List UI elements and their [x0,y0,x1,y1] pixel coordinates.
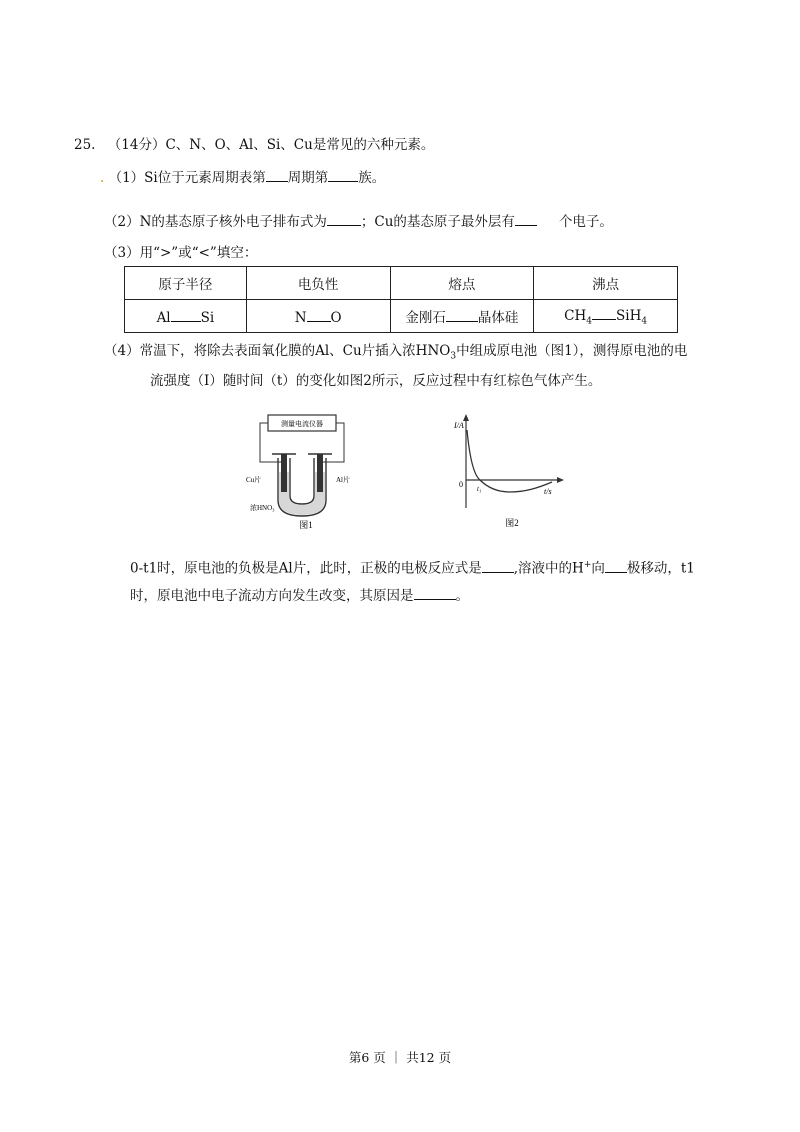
blank-ion-direction[interactable] [605,558,627,573]
table-cell-boiling [534,300,678,333]
y-axis-arrow [463,414,469,421]
part-4-text-a: （4）常温下，将除去表面氧化膜的Al、Cu片插入浓HNO [104,343,451,359]
table-cell-melting [390,300,534,333]
part-1-text-b: 周期第 [287,170,329,186]
blank-reason[interactable] [414,585,456,600]
cell-left: Al [156,309,171,326]
table-row [125,300,678,333]
cell-left: N [294,309,307,326]
cell-left: 金刚石 [405,310,446,326]
page-footer: 第6 页 ｜ 共12 页 [348,1050,452,1065]
part-4-text-b: 中组成原电池（图1），测得原电池的电 [456,343,688,359]
part-5-sup: + [583,560,592,570]
blank-n-config[interactable] [327,211,361,226]
figure-1-apparatus [246,410,366,534]
part-5-line-1 [130,555,695,579]
origin-label: 0 [459,480,463,489]
blank-period[interactable] [266,167,288,182]
blank-boiling[interactable] [592,305,616,320]
figure-2-caption: 图2 [505,518,519,528]
cell-right-sub: 4 [641,316,648,327]
figure-1-caption: 图1 [299,520,313,530]
current-curve [467,430,552,492]
cell-right: SiH [616,308,642,325]
x-axis-arrow [557,477,564,483]
cell-left: CH [564,308,587,325]
cell-right: O [330,309,342,326]
part-2-text-b: ；Cu的基态原子最外层有 [360,214,515,230]
comparison-table [124,266,678,333]
question-number: 25. [74,137,96,153]
part-5-text-c: 向 [591,560,605,577]
question-header-text: （14分）C、N、O、Al、Si、Cu是常见的六种元素。 [107,137,435,153]
part-5-text-d: 极移动，t1 [626,560,695,577]
u-tube-inner [290,458,314,504]
cell-left-sub: 4 [586,316,592,327]
cell-right: Si [200,309,215,326]
part-1 [100,167,385,188]
stray-marker: . [100,170,105,186]
part-1-text-a: （1）Si位于元素周期表第 [108,170,266,186]
part-5-text-a: 0-t1时，原电池的负极是Al片，此时，正极的电极反应式是 [130,560,482,577]
acid-label: 浓HNO₃ [250,504,275,512]
table-header-cell: 原子半径 [125,267,247,300]
part-2 [104,211,613,232]
part-5-text-f: 。 [455,588,469,604]
part-4-sub: 3 [450,351,457,362]
meter-label: 测量电流仪器 [281,421,323,428]
blank-melting[interactable] [446,307,478,322]
part-4-line-1 [104,341,687,367]
part-2-text-a: （2）N的基态原子核外电子排布式为 [104,214,327,230]
blank-electronegativity[interactable] [307,307,331,322]
al-electrode [317,454,323,492]
part-4-line-2 [150,371,601,391]
part-3 [104,243,257,263]
part-2-text-c: 个电子。 [558,214,613,230]
blank-group[interactable] [328,167,358,182]
table-header-row [125,267,678,300]
table-header-cell: 电负性 [246,267,390,300]
part-3-text: （3）用“>”或“<”填空： [104,245,258,261]
cu-label: Cu片 [246,476,262,484]
table-cell-electronegativity [246,300,390,333]
blank-radius[interactable] [171,307,201,322]
part-5-text-e: 时，原电池中电子流动方向发生改变，其原因是 [130,588,414,604]
part-4-text-c: 流强度（I）随时间（t）的变化如图2所示，反应过程中有红棕色气体产生。 [150,373,602,389]
table-cell-radius [125,300,247,333]
al-label: Al片 [336,476,350,484]
x-axis-label: t/s [544,487,552,496]
cu-electrode [281,454,287,492]
table-header-cell: 沸点 [534,267,678,300]
part-1-text-c: 族。 [358,170,386,186]
y-axis-label: I/A [454,421,464,430]
table-header-cell: 熔点 [390,267,534,300]
t1-label: t₁ [477,485,482,493]
part-5-line-2 [130,585,469,606]
part-5-text-b: ,溶液中的H [513,560,584,577]
blank-positive-electrode[interactable] [482,558,514,573]
figure-2-graph [450,410,570,534]
blank-cu-electrons[interactable] [515,211,537,226]
cell-right: 晶体硅 [477,310,519,326]
question-header [74,135,434,155]
